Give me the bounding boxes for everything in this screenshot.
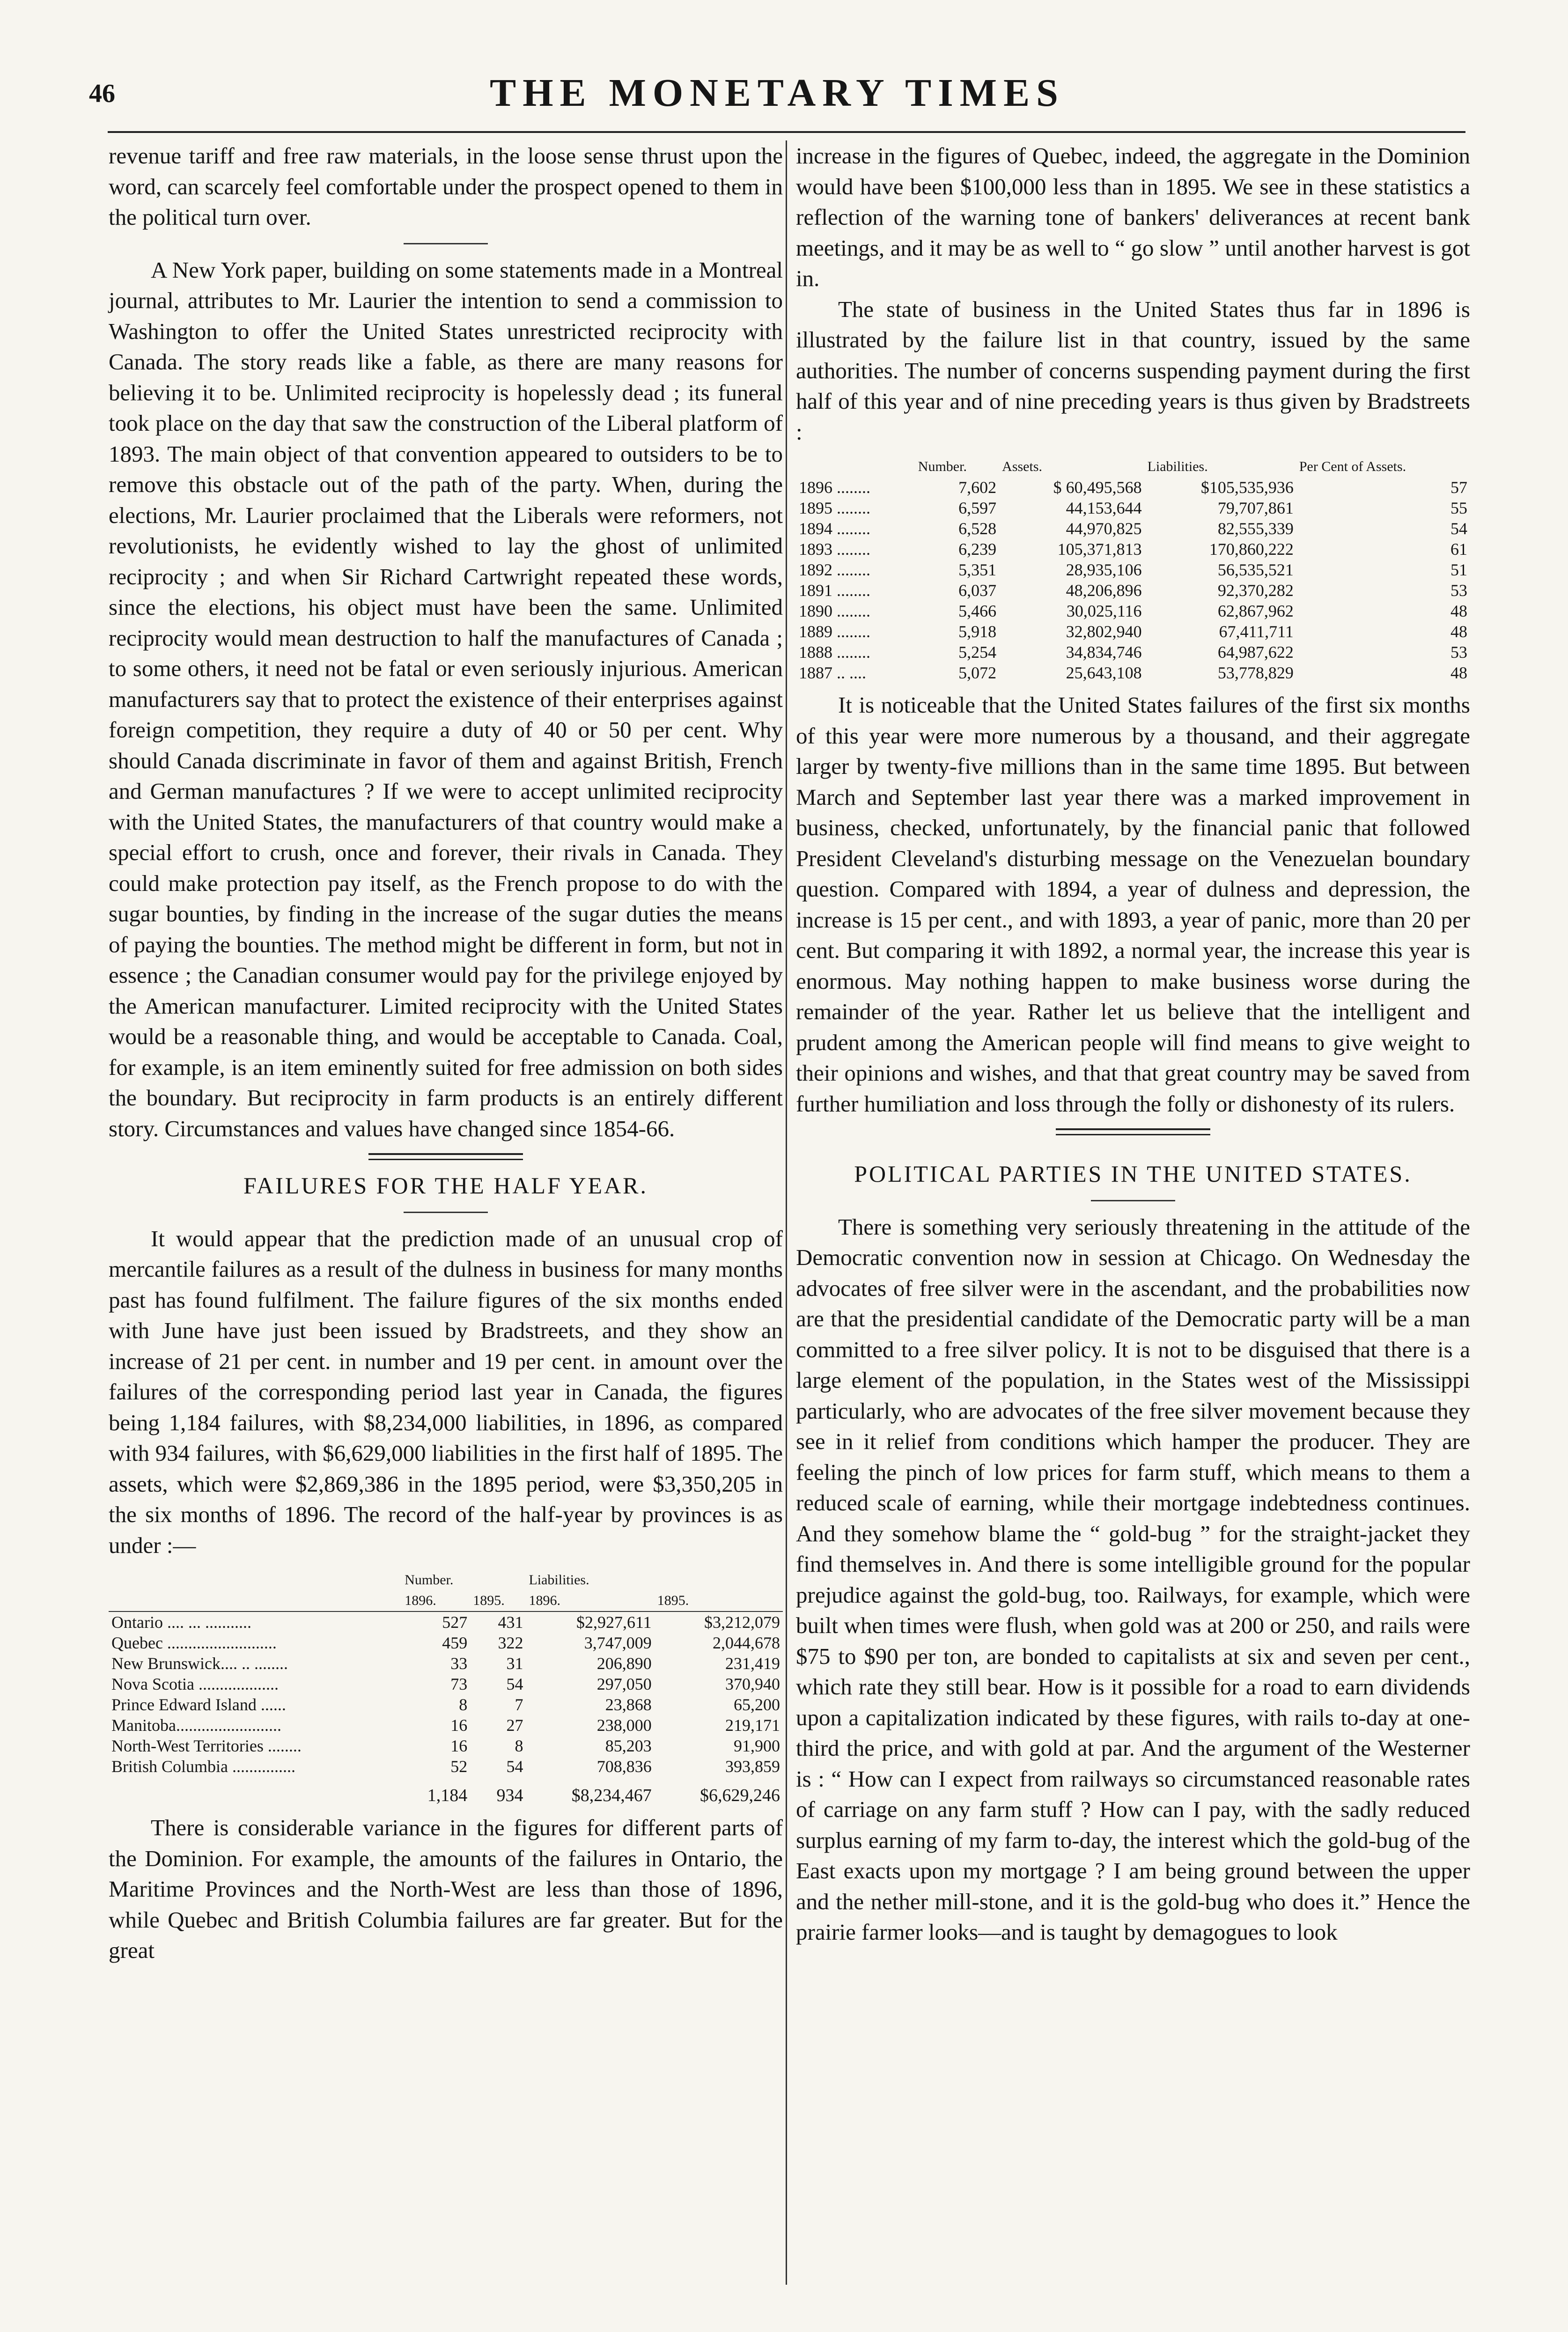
table-row: [109, 1633, 783, 1653]
table-cell: 16: [450, 1736, 468, 1755]
year-cell: 1890 ........: [799, 602, 870, 620]
province-failures-table: [109, 1570, 783, 1806]
section-rule: [404, 1212, 488, 1213]
table-row: [109, 1736, 783, 1756]
year-cell: 1888 ........: [799, 643, 870, 662]
total-cell: $6,629,246: [700, 1786, 780, 1805]
table-cell: 48: [1450, 622, 1467, 641]
year-cell: 1894 ........: [799, 519, 870, 538]
group-header: Number.: [405, 1572, 454, 1588]
table-cell: 5,351: [958, 560, 997, 579]
total-cell: $8,234,467: [571, 1786, 652, 1805]
table-row: [109, 1756, 783, 1777]
column-header: [796, 456, 915, 477]
table-row: [796, 539, 1470, 559]
section-rule: [1091, 1200, 1175, 1201]
table-cell: 322: [498, 1633, 523, 1652]
table-cell: 64,987,622: [1217, 643, 1294, 662]
table-cell: 297,050: [596, 1675, 652, 1693]
table-row: [109, 1653, 783, 1674]
table-cell: 31: [506, 1654, 523, 1673]
year-subheader: 1896.: [526, 1590, 654, 1611]
table-row: [796, 621, 1470, 642]
group-header: Liabilities.: [529, 1572, 589, 1588]
table-cell: 7,602: [958, 478, 997, 497]
table-cell: 48: [1450, 602, 1467, 620]
paragraph: It is noticeable that the United States failures of the first six months of this year were more numerous by a thousand, and their aggregate larger by twenty-five millions than in the same time 1895. But between March and September last year there was a marked improvement in business, checked, unfortunately, by the financial panic that followed President Cleveland's disturbing message on the Venezuelan boundary question. Compared with 1894, a year of dulness and depression, the increase is 15 per cent., and with 1893, a year of panic, more than 20 per cent. But comparing it with 1892, a normal year, the increase this year is enormous. May nothing happen to make business worse during the remainder of the year. Rather let us believe that the intelligent and prudent among the American people will find means to give weight to their opinions and wishes, and that that great country may be saved from further humiliation and loss through the folly or dishonesty of its rulers.: [796, 692, 1470, 1117]
table-row: [796, 580, 1470, 601]
table-cell: 62,867,962: [1217, 602, 1294, 620]
table-cell: 370,940: [725, 1675, 780, 1693]
paragraph: It would appear that the prediction made of an unusual crop of mercantile failures as a result of the dulness in business for many months past has found fulfilment. The failure figures of the six months ended with June have just been issued by Bradstreets, and they show an increase of 21 per cent. in number and 19 per cent. in amount over the failures of the corresponding period last year in Canada, the figures being 1,184 failures, with $8,234,000 liabilities, in 1896, as compared with 934 failures, with $6,629,000 liabilities in the first half of 1895. The assets, which were $2,869,386 in the 1895 period, were $3,350,205 in the six months of 1896. The record of the half-year by provinces is as under :—: [109, 1225, 783, 1558]
year-subheader: 1896.: [402, 1590, 470, 1611]
province-name: Manitoba.........................: [111, 1716, 281, 1735]
page-header: [89, 70, 1465, 126]
province-name: Ontario .... ... ...........: [111, 1613, 251, 1632]
table-cell: 8: [459, 1695, 468, 1714]
table-cell: 16: [450, 1716, 468, 1735]
table-cell: 82,555,339: [1217, 519, 1294, 538]
header-rule: [108, 131, 1465, 133]
table-row: [796, 601, 1470, 621]
table-cell: 54: [506, 1675, 523, 1693]
table-cell: 32,802,940: [1066, 622, 1142, 641]
table-cell: 33: [450, 1654, 468, 1673]
table-row: [796, 477, 1470, 498]
table-cell: 91,900: [734, 1736, 780, 1755]
column-header: Liabilities.: [1147, 459, 1208, 474]
table-row: [109, 1674, 783, 1694]
table-cell: 44,153,644: [1066, 499, 1142, 517]
table-cell: 393,859: [725, 1757, 780, 1776]
table-cell: 57: [1450, 478, 1467, 497]
table-cell: 206,890: [596, 1654, 652, 1673]
masthead: THE MONETARY TIMES: [490, 71, 1065, 115]
table-row: [109, 1694, 783, 1715]
year-cell: 1892 ........: [799, 560, 870, 579]
table-cell: 27: [506, 1716, 523, 1735]
table-row: [796, 518, 1470, 539]
paragraph: There is considerable variance in the figures for different parts of the Dominion. For example, the amounts of the failures in Ontario, the Maritime Provinces and the North-West are less than those of 1896, while Quebec and British Columbia failures are far greater. But for the great: [109, 1815, 783, 1963]
year-subheader: 1895.: [655, 1590, 783, 1611]
table-cell: 51: [1450, 560, 1467, 579]
double-rule: [368, 1153, 523, 1160]
table-cell: 6,528: [958, 519, 997, 538]
table-cell: 219,171: [725, 1716, 780, 1735]
table-cell: 79,707,861: [1217, 499, 1294, 517]
table-cell: 459: [442, 1633, 468, 1652]
totals-row: [109, 1777, 783, 1806]
table-cell: 2,044,678: [713, 1633, 780, 1652]
table-cell: 5,072: [958, 663, 997, 682]
table-cell: 5,918: [958, 622, 997, 641]
column-header: Assets.: [1002, 459, 1043, 474]
table-cell: 708,836: [596, 1757, 652, 1776]
section-rule: [404, 243, 488, 244]
table-row: [109, 1611, 783, 1633]
column-divider: [786, 140, 787, 2285]
table-cell: 3,747,009: [584, 1633, 652, 1652]
article-heading: FAILURES FOR THE HALF YEAR.: [243, 1172, 648, 1199]
double-rule: [1056, 1128, 1210, 1135]
table-cell: $105,535,936: [1200, 478, 1294, 497]
year-cell: 1889 ........: [799, 622, 870, 641]
column-header: Number.: [918, 459, 967, 474]
page-number: 46: [89, 79, 115, 108]
us-failures-table: [796, 456, 1470, 683]
table-cell: 431: [498, 1613, 523, 1632]
paragraph: revenue tariff and free raw materials, in the loose sense thrust upon the word, can scarcely feel comfortable under the prospect opened to them in the political turn over.: [109, 143, 783, 230]
table-cell: 85,203: [605, 1736, 652, 1755]
province-name: Quebec ..........................: [111, 1633, 277, 1652]
table-cell: [109, 1777, 402, 1806]
table-cell: $3,212,079: [704, 1613, 780, 1632]
table-cell: 28,935,106: [1066, 560, 1142, 579]
total-cell: 1,184: [427, 1786, 468, 1805]
table-row: [796, 662, 1470, 683]
table-cell: 53,778,829: [1217, 663, 1294, 682]
left-column: [109, 140, 783, 1966]
table-cell: 56,535,521: [1217, 560, 1294, 579]
province-name: Prince Edward Island ......: [111, 1695, 286, 1714]
table-cell: 5,466: [958, 602, 997, 620]
table-cell: 105,371,813: [1057, 540, 1142, 559]
table-cell: 23,868: [605, 1695, 652, 1714]
table-cell: 231,419: [725, 1654, 780, 1673]
table-cell: 48,206,896: [1066, 581, 1142, 600]
article-heading: POLITICAL PARTIES IN THE UNITED STATES.: [854, 1161, 1412, 1187]
table-cell: 8: [515, 1736, 523, 1755]
table-cell: 67,411,711: [1219, 622, 1294, 641]
year-cell: 1893 ........: [799, 540, 870, 559]
table-cell: 55: [1450, 499, 1467, 517]
table-cell: 52: [450, 1757, 468, 1776]
province-name: British Columbia ...............: [111, 1757, 296, 1776]
paragraph: A New York paper, building on some statements made in a Montreal journal, attributes to Mr. Laurier the intention to send a commission to Washington to offer the United States unrestricted reciprocity with Canada. The story reads like a fable, as there are many reasons for believing it to be. Unlimited reciprocity is hopelessly dead ; its funeral took place on the day that saw the construction of the Liberal platform of 1893. The main object of that convention appeared to outsiders to be to remove this obstacle out of the path of the party. When, during the elections, Mr. Laurier proclaimed that the Liberals were reformers, not revolutionists, he evidently wished to lay the ghost of unlimited reciprocity ; and when Sir Richard Cartwright repeated these words, since the elections, his object must have been the same. Unlimited reciprocity would mean destruction to half the manufactures of Canada ; to some others, it need not be fatal or even seriously injurious. American manufacturers say that to protect the existence of their enterprises against foreign competition, they require a duty of 40 or 50 per cent. Why should Canada discriminate in favor of them and against British, French and German manufactures ? If we were to accept unlimited reciprocity with the United States, the manufacturers of that country would make a special effort to crush, once and forever, their rivals in Canada. They could make protection pay itself, as the French propose to do with the sugar bounties, by finding in the increase of the sugar duties the means of paying the bounties. The method might be different in form, but not in essence ; the Canadian consumer would pay for the privilege enjoyed by the American manufacturer. Limited reciprocity with the United States would be a reasonable thing, and would be acceptable to Canada. Coal, for example, is an item eminently suited for free admission on both sides the boundary. But reciprocity in farm products is an entirely different story. Circumstances and values have changed since 1854-66.: [109, 257, 783, 1141]
paragraph: increase in the figures of Quebec, indeed, the aggregate in the Dominion would have been $100,000 less than in 1895. We see in these statistics a reflection of the warning tone of bankers' deliverances at recent bank meetings, and it may be as well to “ go slow ” until another harvest is got in.: [796, 143, 1470, 291]
table-cell: 61: [1450, 540, 1467, 559]
table-cell: 7: [515, 1695, 523, 1714]
year-cell: 1887 .. ....: [799, 663, 866, 682]
table-cell: 53: [1450, 643, 1467, 662]
table-cell: 53: [1450, 581, 1467, 600]
table-cell: 92,370,282: [1217, 581, 1294, 600]
table-cell: 5,254: [958, 643, 997, 662]
column-header: Per Cent of Assets.: [1299, 459, 1406, 474]
table-cell: 30,025,116: [1066, 602, 1142, 620]
table-cell: 6,597: [958, 499, 997, 517]
table-cell: 527: [442, 1613, 468, 1632]
table-cell: $ 60,495,568: [1053, 478, 1142, 497]
table-cell: 34,834,746: [1066, 643, 1142, 662]
year-cell: 1895 ........: [799, 499, 870, 517]
table-cell: 54: [506, 1757, 523, 1776]
table-cell: 25,643,108: [1066, 663, 1142, 682]
table-cell: 65,200: [734, 1695, 780, 1714]
province-name: New Brunswick.... .. ........: [111, 1654, 288, 1673]
table-cell: 73: [450, 1675, 468, 1693]
table-cell: 6,239: [958, 540, 997, 559]
year-cell: 1891 ........: [799, 581, 870, 600]
table-row: [796, 559, 1470, 580]
table-cell: 48: [1450, 663, 1467, 682]
table-row: [796, 498, 1470, 518]
year-subheader: 1895.: [470, 1590, 526, 1611]
paragraph: The state of business in the United States thus far in 1896 is illustrated by the failure list in that country, issued by the same authorities. The number of concerns suspending payment during the first half of this year and of nine preceding years is thus given by Bradstreets :: [796, 296, 1470, 445]
table-cell: 6,037: [958, 581, 997, 600]
table-row: [796, 642, 1470, 662]
table-cell: 54: [1450, 519, 1467, 538]
table-cell: 44,970,825: [1066, 519, 1142, 538]
table-cell: 238,000: [596, 1716, 652, 1735]
paragraph: There is something very seriously threatening in the attitude of the Democratic convention now in session at Chicago. On Wednesday the advocates of free silver were in the ascendant, and the probabilities now are that the presidential candidate of the Democratic party will be a man committed to a free silver policy. It is not to be disguised that there is a large element of the population, in the States west of the Mississippi particularly, who are advocates of the free silver movement because they see in it relief from conditions which hamper the producer. They are feeling the pinch of low prices for farm stuff, which means to them a reduced scale of earning, while their mortgage indebtedness continues. And they somehow blame the “ gold-bug ” for the straight-jacket they find themselves in. And there is some intelligible ground for the popular prejudice against the gold-bug, too. Railways, for example, which were built when times were flush, when gold was at 200 or 250, and rails were $75 to $90 per ton, are bonded to capitalists at six and seven per cent., which rate they still bear. How is it possible for a road to earn dividends upon a capitalization indicated by these figures, with rails to-day at one-third the price, and with gold at par. And the argument of the Westerner is : “ How can I expect from railways so circumstanced reasonable rates of carriage on any farm stuff ? How can I pay, with the sadly reduced surplus earning of my farm to-day, the interest which the gold-bug of the East exacts upon my mortgage ? I am being ground between the upper and the nether mill-stone, and it is the gold-bug who does it.” Hence the prairie farmer looks—and is taught by demagogues to look: [796, 1214, 1470, 1945]
total-cell: 934: [496, 1786, 523, 1805]
right-column: [796, 140, 1470, 1948]
province-name: Nova Scotia ...................: [111, 1675, 279, 1693]
table-row: [109, 1715, 783, 1736]
province-name: North-West Territories ........: [111, 1736, 302, 1755]
table-cell: $2,927,611: [576, 1613, 652, 1632]
table-cell: 170,860,222: [1209, 540, 1294, 559]
year-cell: 1896 ........: [799, 478, 870, 497]
